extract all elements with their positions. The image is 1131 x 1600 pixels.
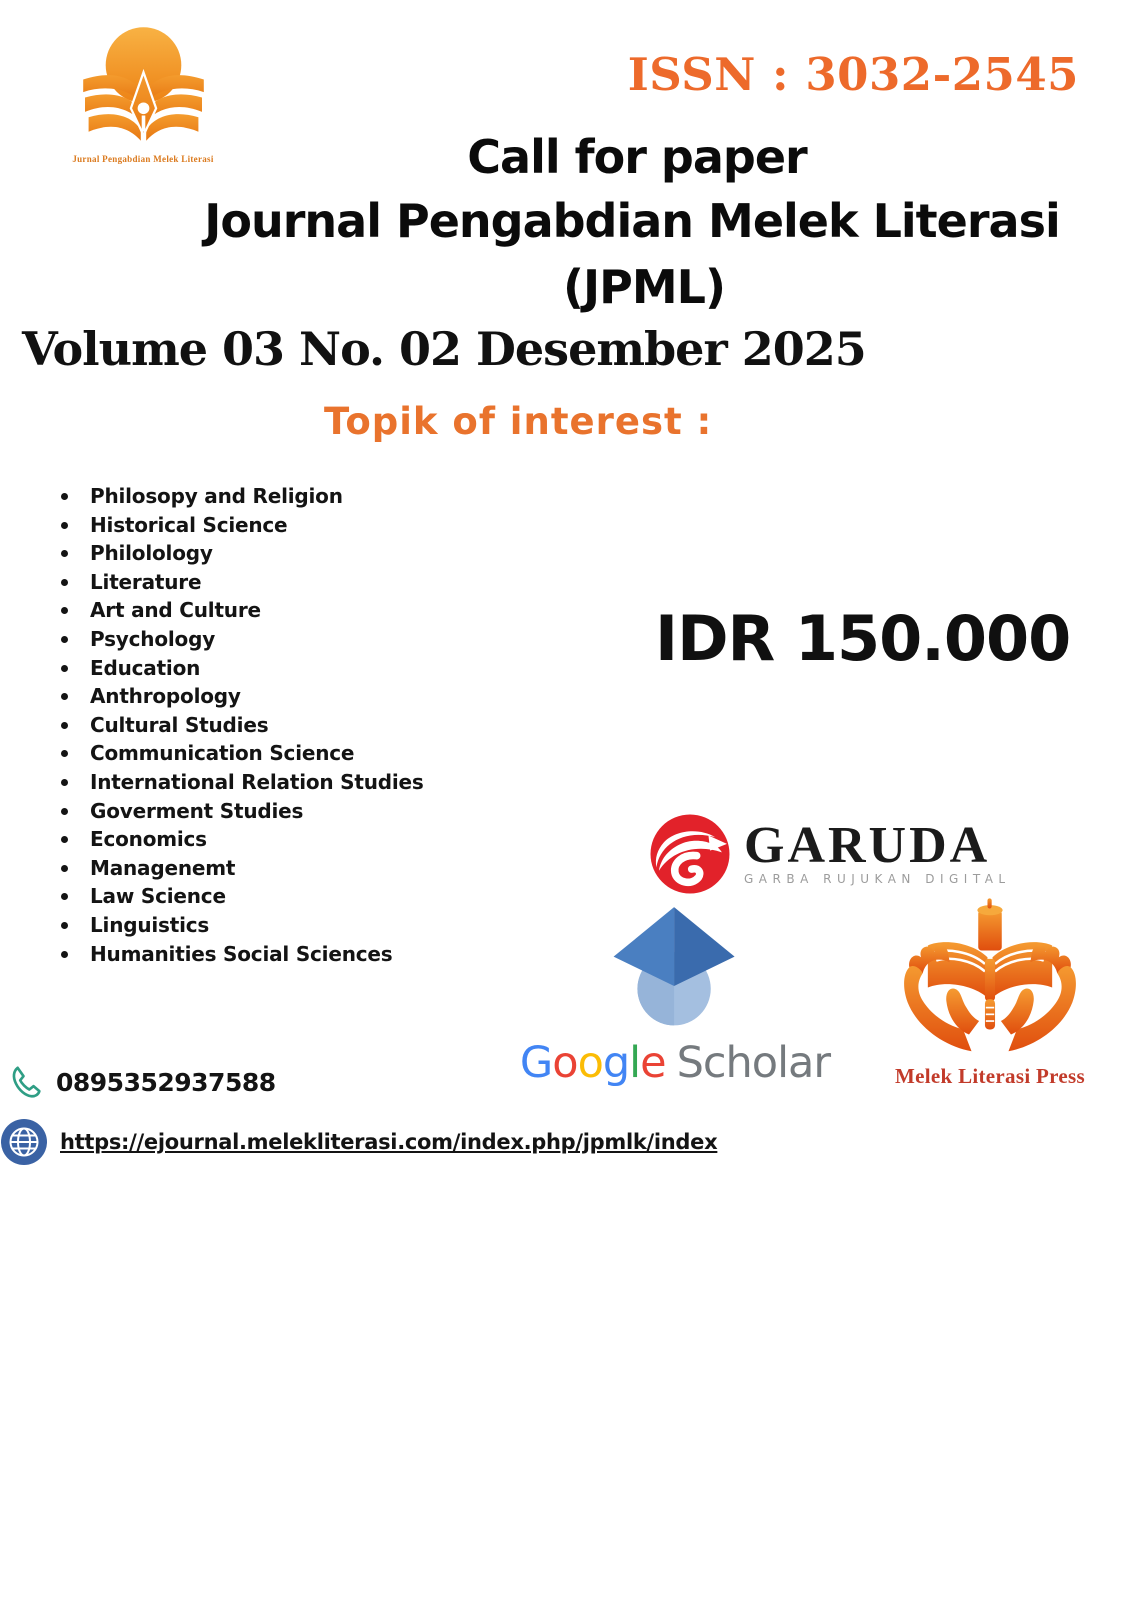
phone-number: 0895352937588 bbox=[56, 1067, 276, 1097]
scholar-cap-icon bbox=[606, 898, 744, 1030]
topics-list bbox=[52, 482, 512, 968]
press-hands-book-icon bbox=[880, 890, 1100, 1058]
phone-icon bbox=[6, 1062, 46, 1102]
phone-row bbox=[6, 1062, 276, 1102]
topics-heading: Topik of interest : bbox=[324, 400, 713, 443]
topic-item: Economics bbox=[52, 825, 512, 854]
journal-logo-caption: Jurnal Pengabdian Melek Literasi bbox=[72, 154, 214, 164]
google-letter: l bbox=[629, 1038, 641, 1088]
topic-item: Literature bbox=[52, 568, 512, 597]
topic-item: Goverment Studies bbox=[52, 797, 512, 826]
google-letter: o bbox=[577, 1038, 603, 1088]
topic-item: Art and Culture bbox=[52, 596, 512, 625]
topic-item: International Relation Studies bbox=[52, 768, 512, 797]
website-link[interactable]: https://ejournal.melekliterasi.com/index.php/jpmlk/index bbox=[60, 1130, 718, 1154]
garuda-wordmark: GARUDA bbox=[744, 817, 991, 874]
topic-item: Linguistics bbox=[52, 911, 512, 940]
topic-item: Anthropology bbox=[52, 682, 512, 711]
topic-item: Education bbox=[52, 654, 512, 683]
google-letter: o bbox=[552, 1038, 578, 1088]
garuda-bird-icon bbox=[648, 812, 732, 896]
topic-item: Cultural Studies bbox=[52, 711, 512, 740]
melek-literasi-press-logo bbox=[872, 890, 1108, 1089]
topic-item: Philolology bbox=[52, 539, 512, 568]
price-label: IDR 150.000 bbox=[655, 602, 1071, 675]
garuda-logo bbox=[648, 812, 1011, 896]
journal-logo-icon bbox=[76, 20, 211, 148]
garuda-tagline: GARBA RUJUKAN DIGITAL bbox=[744, 872, 1011, 886]
topic-item: Historical Science bbox=[52, 511, 512, 540]
call-for-paper-title: Call for paper bbox=[467, 130, 807, 184]
google-scholar-wordmark bbox=[510, 1038, 840, 1088]
volume-line: Volume 03 No. 02 Desember 2025 bbox=[22, 322, 866, 376]
topic-item: Psychology bbox=[52, 625, 512, 654]
website-row bbox=[0, 1118, 717, 1166]
journal-name-title: Journal Pengabdian Melek Literasi bbox=[204, 194, 1060, 248]
issn-label: ISSN : 3032-2545 bbox=[627, 48, 1079, 101]
topic-item: Humanities Social Sciences bbox=[52, 940, 512, 969]
google-letter: G bbox=[519, 1038, 553, 1088]
scholar-word: Scholar bbox=[676, 1038, 831, 1088]
topic-item: Philosopy and Religion bbox=[52, 482, 512, 511]
google-letter: g bbox=[602, 1038, 630, 1088]
topic-item: Law Science bbox=[52, 882, 512, 911]
topic-item: Communication Science bbox=[52, 739, 512, 768]
topic-item: Managenemt bbox=[52, 854, 512, 883]
google-scholar-logo bbox=[510, 898, 840, 1088]
garuda-text bbox=[744, 817, 1011, 886]
press-caption: Melek Literasi Press bbox=[895, 1064, 1085, 1088]
globe-icon bbox=[0, 1118, 48, 1166]
journal-abbreviation: (JPML) bbox=[563, 260, 725, 314]
google-letter: e bbox=[640, 1038, 666, 1088]
